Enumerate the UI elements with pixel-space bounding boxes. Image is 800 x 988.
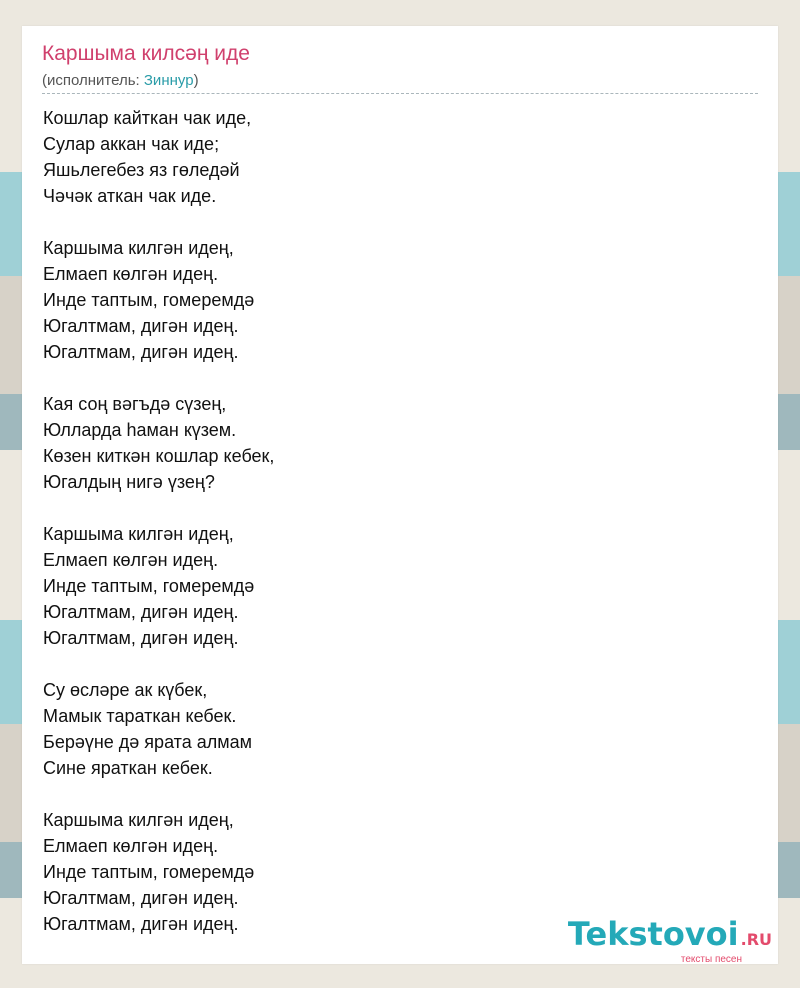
song-title: Каршыма килсәң иде [42, 42, 250, 65]
lyric-line: Берәүне дә ярата алмам [43, 732, 253, 752]
lyric-line: Югалтмам, дигән идең. [43, 888, 239, 908]
lyric-line: Каршыма килгән идең, [43, 524, 234, 544]
lyric-line: Каршыма килгән идең, [43, 810, 234, 830]
stanza [43, 391, 274, 495]
performer-link[interactable]: Зиннур [143, 72, 194, 89]
logo-name: Tekstovoi [567, 915, 739, 953]
lyric-line: Су өсләре ак күбек, [43, 680, 208, 700]
lyric-line: Инде таптым, гомеремдә [43, 862, 255, 882]
logo-tagline: тексты песен [680, 954, 742, 965]
stanza [43, 235, 274, 365]
lyric-line: Сине яраткан кебек. [43, 758, 213, 778]
lyric-line: Каршыма килгән идең, [43, 238, 234, 258]
lyric-line: Елмаеп көлгән идең. [43, 836, 219, 856]
lyric-line: Юлларда һаман күзем. [43, 420, 237, 440]
lyrics-card [22, 26, 778, 964]
logo-tld: .RU [740, 930, 772, 949]
lyric-line: Инде таптым, гомеремдә [43, 290, 255, 310]
performer-prefix: (исполнитель: [42, 72, 144, 89]
lyric-line: Елмаеп көлгән идең. [43, 550, 219, 570]
stanza [43, 807, 274, 937]
lyric-line: Югалтмам, дигән идең. [43, 342, 239, 362]
lyric-line: Яшьлегебез яз гөледәй [43, 160, 240, 180]
lyric-line: Югалдың нигә үзең? [43, 472, 215, 492]
lyric-line: Чәчәк аткан чак иде. [43, 186, 217, 206]
title-divider [42, 93, 758, 94]
stanza [43, 105, 274, 209]
lyric-line: Мамык тараткан кебек. [43, 706, 237, 726]
lyric-line: Кошлар кайткан чак иде, [43, 108, 252, 128]
lyric-line: Көзен киткән кошлар кебек, [43, 446, 275, 466]
lyric-line: Югалтмам, дигән идең. [43, 602, 239, 622]
lyric-line: Югалтмам, дигән идең. [43, 914, 239, 934]
lyric-line: Кая соң вәгъдә сүзең, [43, 394, 227, 414]
lyric-line: Югалтмам, дигән идең. [43, 628, 239, 648]
site-logo[interactable] [567, 915, 772, 966]
lyric-line: Елмаеп көлгән идең. [43, 264, 219, 284]
lyrics-body [43, 105, 274, 963]
performer-suffix: ) [193, 72, 199, 89]
lyric-line: Инде таптым, гомеремдә [43, 576, 255, 596]
stanza [43, 677, 274, 781]
lyric-line: Югалтмам, дигән идең. [43, 316, 239, 336]
stanza [43, 521, 274, 651]
lyric-line: Сулар аккан чак иде; [43, 134, 220, 154]
performer-line [42, 72, 199, 89]
